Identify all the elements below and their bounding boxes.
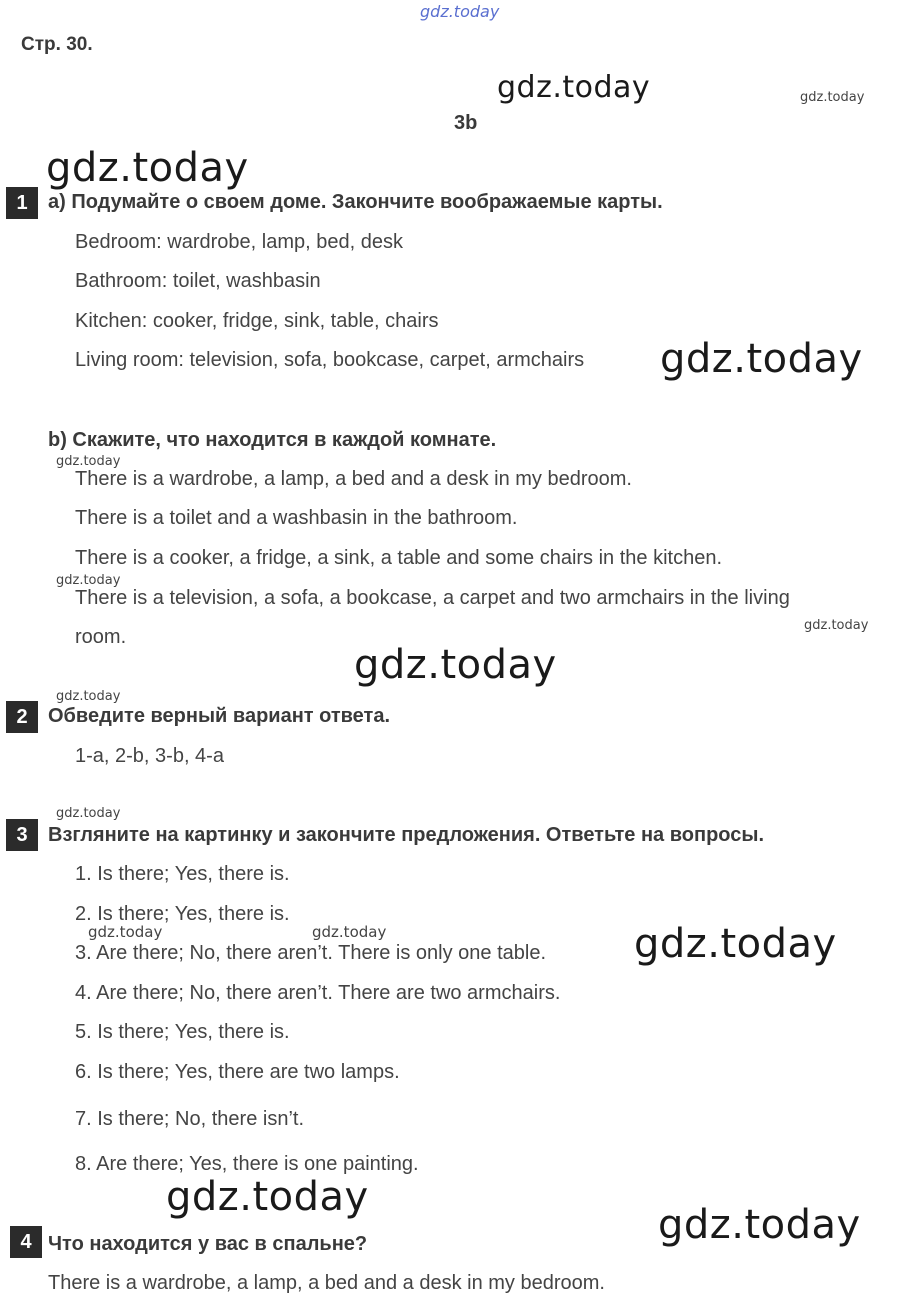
exercise-1b-line: There is a cooker, a fridge, a sink, a table and some chairs in the kitchen. [75,547,723,569]
exercise-number-badge: 1 [6,187,38,219]
watermark: gdz.today [46,145,249,191]
watermark: gdz.today [497,70,651,105]
watermark: gdz.today [658,1202,861,1248]
exercise-4-heading: Что находится у вас в спальне? [48,1233,368,1255]
exercise-3-line: 2. Is there; Yes, there is. [75,903,290,925]
exercise-number-badge: 2 [6,701,38,733]
watermark: gdz.today [804,618,869,633]
exercise-3-line: 5. Is there; Yes, there is. [75,1021,290,1043]
exercise-1a-line: Bedroom: wardrobe, lamp, bed, desk [75,231,403,253]
exercise-3-heading: Взгляните на картинку и закончите предложения. Ответьте на вопросы. [48,824,764,846]
exercise-1a-heading: а) Подумайте о своем доме. Закончите воображаемые карты. [48,191,663,213]
exercise-1b-heading: b) Скажите, что находится в каждой комнате. [48,429,497,451]
watermark: gdz.today [660,336,863,382]
exercise-2-answer: 1-a, 2-b, 3-b, 4-a [75,745,224,767]
exercise-1b-line: room. [75,626,127,648]
watermark: gdz.today [56,689,121,704]
exercise-3-line: 3. Are there; No, there aren’t. There is only one table. [75,942,547,964]
exercise-2-heading: Обведите верный вариант ответа. [48,705,391,727]
watermark: gdz.today [800,90,865,105]
exercise-3-line: 4. Are there; No, there aren’t. There are two armchairs. [75,982,561,1004]
exercise-3-line: 1. Is there; Yes, there is. [75,863,290,885]
exercise-number-badge: 4 [10,1226,42,1258]
exercise-1a-line: Living room: television, sofa, bookcase, carpet, armchairs [75,349,585,371]
watermark: gdz.today [354,642,557,688]
exercise-1a-line: Kitchen: cooker, fridge, sink, table, chairs [75,310,439,332]
exercise-3-line: 8. Are there; Yes, there is one painting. [75,1153,419,1175]
watermark-logo: gdz.today [420,2,500,21]
exercise-1b-line: There is a wardrobe, a lamp, a bed and a desk in my bedroom. [75,468,632,490]
section-title: 3b [454,112,478,134]
exercise-1a-line: Bathroom: toilet, washbasin [75,270,321,292]
page-number: Стр. 30. [21,34,93,55]
exercise-number-badge: 3 [6,819,38,851]
watermark: gdz.today [88,923,163,941]
watermark: gdz.today [634,921,837,967]
exercise-4-answer: There is a wardrobe, a lamp, a bed and a desk in my bedroom. [48,1272,605,1294]
watermark: gdz.today [56,573,121,588]
exercise-3-line: 7. Is there; No, there isn’t. [75,1108,304,1130]
exercise-1b-line: There is a toilet and a washbasin in the bathroom. [75,507,518,529]
watermark: gdz.today [56,454,121,469]
watermark: gdz.today [56,806,121,821]
exercise-3-line: 6. Is there; Yes, there are two lamps. [75,1061,400,1083]
exercise-1b-line: There is a television, a sofa, a bookcase, a carpet and two armchairs in the living [75,587,790,609]
watermark: gdz.today [166,1174,369,1220]
watermark: gdz.today [312,923,387,941]
